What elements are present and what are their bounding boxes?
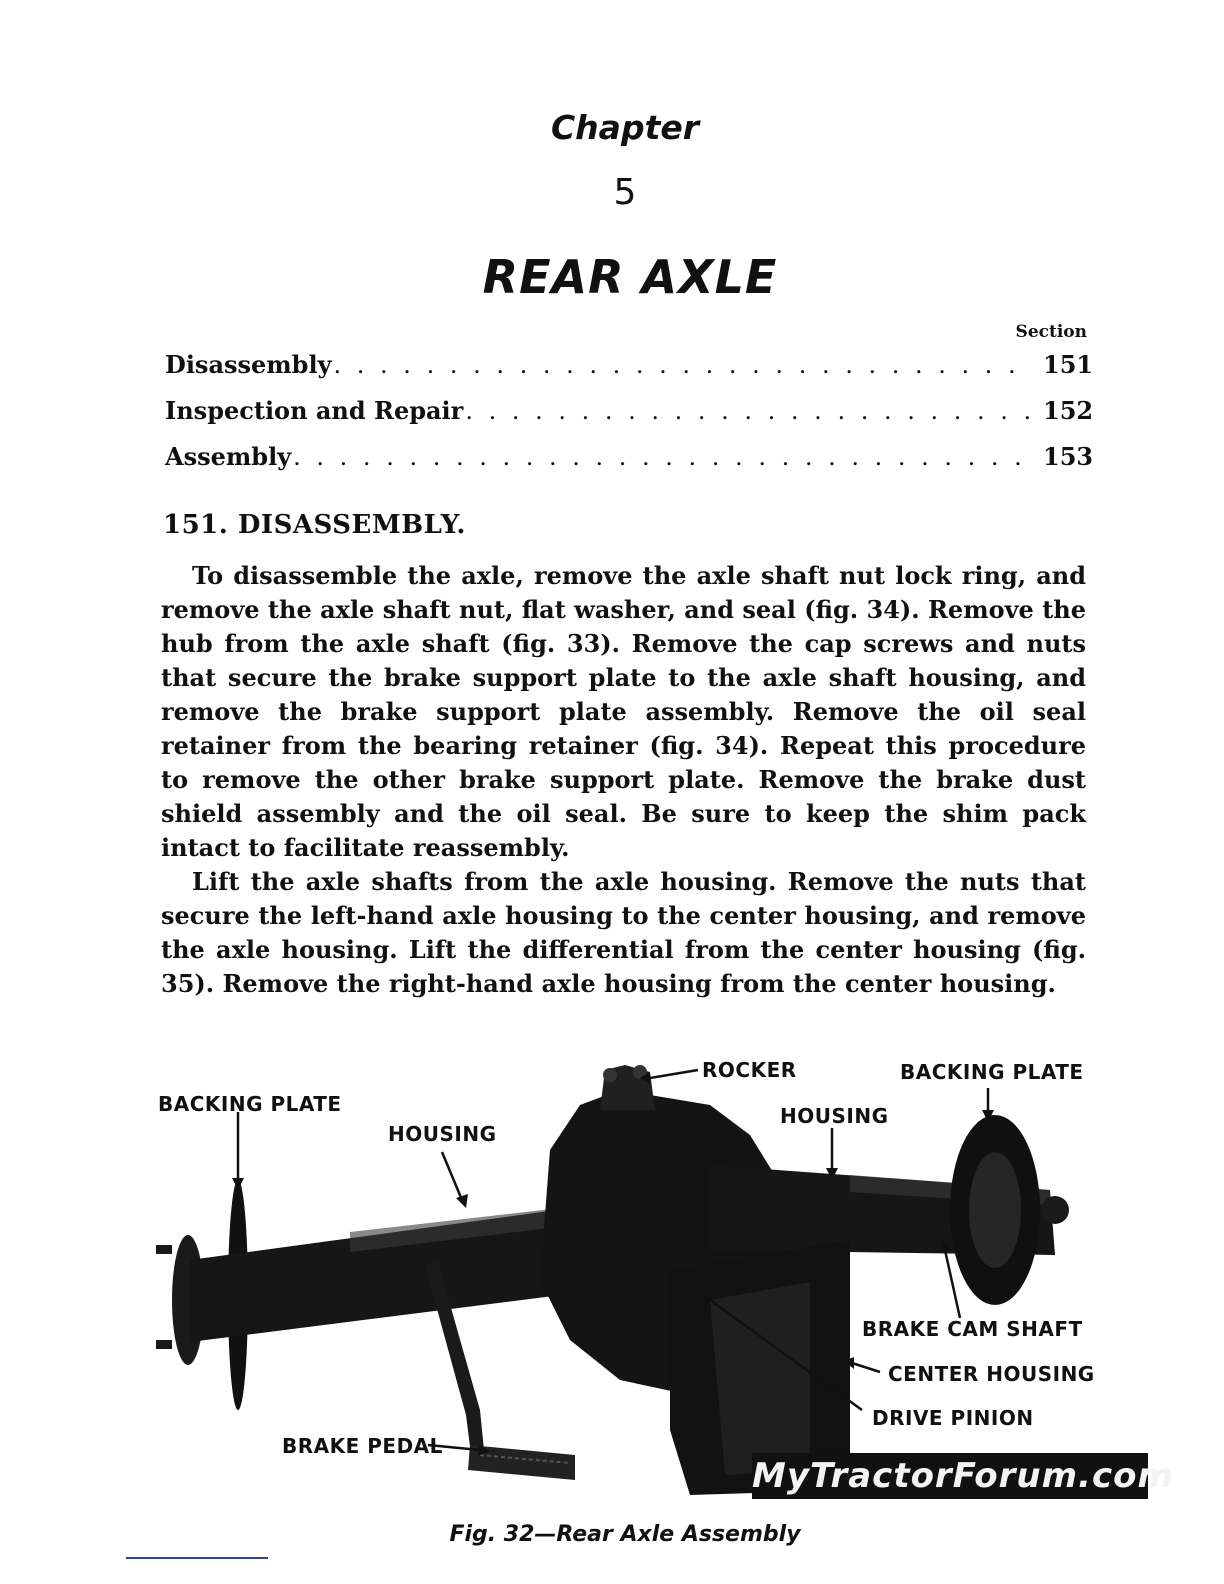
- toc-entry: [165, 396, 1094, 442]
- toc-leader-dots: [465, 397, 1033, 425]
- body-paragraph: Lift the axle shafts from the axle housing. Remove the nuts that secure the left-hand axle housing to the center housing, and remove the axle housing. Lift the differential from the center housing (fig. 35). Remove the right-hand axle housing from the center housing.: [161, 867, 1086, 998]
- body-paragraph: To disassemble the axle, remove the axle shaft nut lock ring, and remove the axle shaft nut, flat washer, and seal (fig. 34). Remove the hub from the axle shaft (fig. 33). Remove the cap screws and nuts that secure the brake support plate to the axle shaft housing, and remove the brake support plate assembly. Remove the oil seal retainer from the bearing retainer (fig. 34). Repeat this procedure to remove the other brake support plate. Remove the brake dust shield assembly and the oil seal. Be sure to keep the shim pack intact to facilitate reassembly.: [161, 561, 1086, 862]
- label-drive-pinion: DRIVE PINION: [872, 1406, 1034, 1430]
- toc-entry-section: 151: [1043, 350, 1094, 379]
- section-heading: 151. DISASSEMBLY.: [163, 510, 466, 540]
- toc-entry-label: Disassembly: [165, 350, 332, 379]
- toc-entry: [165, 442, 1094, 488]
- label-brake-cam-shaft: BRAKE CAM SHAFT: [862, 1317, 1083, 1341]
- toc-entry-section: 152: [1043, 396, 1094, 425]
- section-body: [161, 559, 1086, 1001]
- watermark-logo: MyTractorForum.com: [752, 1453, 1148, 1499]
- label-backing-plate-right: BACKING PLATE: [900, 1060, 1084, 1084]
- chapter-number: 5: [613, 172, 637, 213]
- figure-caption: Fig. 32—Rear Axle Assembly: [449, 1522, 801, 1547]
- toc-leader-dots: [334, 351, 1033, 379]
- toc-column-header: Section: [1015, 322, 1087, 342]
- chapter-label: Chapter: [550, 108, 700, 147]
- footer-rule: [126, 1557, 268, 1559]
- toc-entry: [165, 350, 1094, 396]
- chapter-title: REAR AXLE: [482, 250, 778, 304]
- label-brake-pedal: BRAKE PEDAL: [282, 1434, 443, 1458]
- rear-axle-figure: [150, 1050, 1100, 1520]
- label-rocker: ROCKER: [702, 1058, 797, 1082]
- toc-leader-dots: [293, 443, 1033, 471]
- toc-entry-label: Inspection and Repair: [165, 396, 464, 425]
- toc-entry-section: 153: [1043, 442, 1094, 471]
- table-of-contents: [165, 350, 1094, 488]
- label-housing-left: HOUSING: [388, 1122, 497, 1146]
- label-housing-right: HOUSING: [780, 1104, 889, 1128]
- toc-entry-label: Assembly: [165, 442, 292, 471]
- label-backing-plate-left: BACKING PLATE: [158, 1092, 342, 1116]
- label-center-housing: CENTER HOUSING: [888, 1362, 1095, 1386]
